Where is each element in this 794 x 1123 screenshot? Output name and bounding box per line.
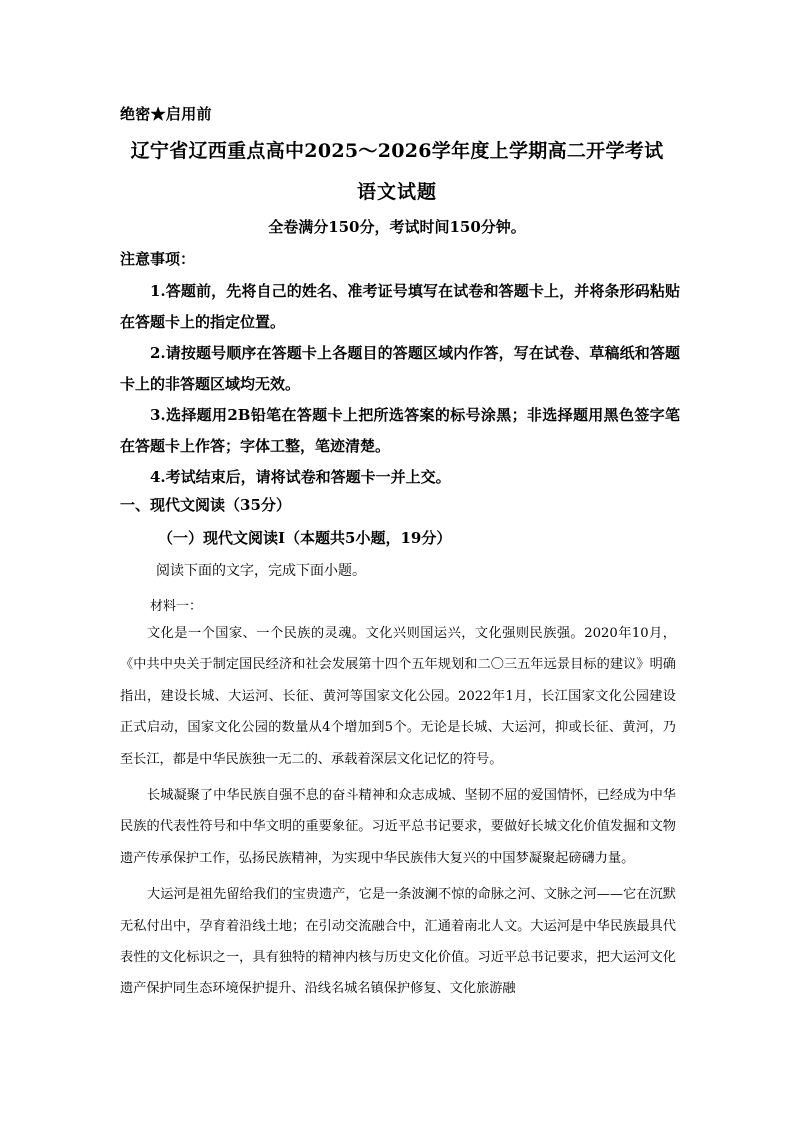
notice-item: 1.答题前，先将自己的姓名、准考证号填写在试卷和答题卡上，并将条形码粘贴在答题卡上的指定位置。: [120, 282, 680, 331]
page-subtitle: 语文试题: [356, 181, 437, 203]
notice-list: [120, 276, 680, 493]
article-paragraph: 文化是一个国家、一个民族的灵魂。文化兴则国运兴，文化强则民族强。2020年10月，《中共中央关于制定国民经济和社会发展第十四个五年规划和二〇三五年远景目标的建议》明确指出，建设长城、大运河、长征、黄河等国家文化公园。2022年1月，长江国家文化公园建设正式启动，国家文化公园的数量从4个增加到5个。无论是长城、大运河，抑或长征、黄河，乃至长江，都是中华民族独一无二的、承载着深层文化记忆的符号。: [120, 626, 676, 767]
notice-heading: 注意事项：: [120, 250, 196, 268]
reading-material: [120, 618, 676, 1010]
article-paragraph: 大运河是祖先留给我们的宝贵遗产，它是一条波澜不惊的命脉之河、文脉之河——它在沉默无私付出中，孕育着沿线土地；在引动交流融合中，汇通着南北人文。大运河是中华民族最具代表性的文化标识之一，具有独特的精神内核与历史文化价值。习近平总书记要求，把大运河文化遗产保护同生态环境保护提升、沿线名城名镇保护修复、文化旅游融: [120, 887, 676, 997]
subsection-heading: （一）现代文阅读Ⅰ（本题共5小题，19分）: [158, 529, 452, 547]
material-label: 材料一：: [150, 599, 203, 614]
notice-item: 2.请按题号顺序在答题卡上各题目的答题区域内作答，写在试卷、草稿纸和答题卡上的非答题区域均无效。: [120, 344, 680, 393]
article-paragraph: 长城凝聚了中华民族自强不息的奋斗精神和众志成城、坚韧不屈的爱国情怀，已经成为中华民族的代表性符号和中华文明的重要象征。习近平总书记要求，要做好长城文化价值发掘和文物遗产传承保护工作，弘扬民族精神，为实现中华民族伟大复兴的中国梦凝聚起磅礴力量。: [120, 788, 676, 866]
section-heading: 一、现代文阅读（35分）: [120, 496, 291, 514]
exam-info: 全卷满分150分，考试时间150分钟。: [268, 218, 526, 236]
notice-item: 4.考试结束后，请将试卷和答题卡一并上交。: [150, 468, 451, 486]
page-title: 辽宁省辽西重点高中2025～2026学年度上学期高二开学考试: [130, 140, 664, 162]
secret-mark: 绝密★启用前: [120, 105, 212, 123]
notice-item: 3.选择题用2B铅笔在答题卡上把所选答案的标号涂黑；非选择题用黑色签字笔在答题卡上作答；字体工整，笔迹清楚。: [120, 406, 680, 455]
reading-instruction: 阅读下面的文字，完成下面小题。: [156, 563, 366, 579]
